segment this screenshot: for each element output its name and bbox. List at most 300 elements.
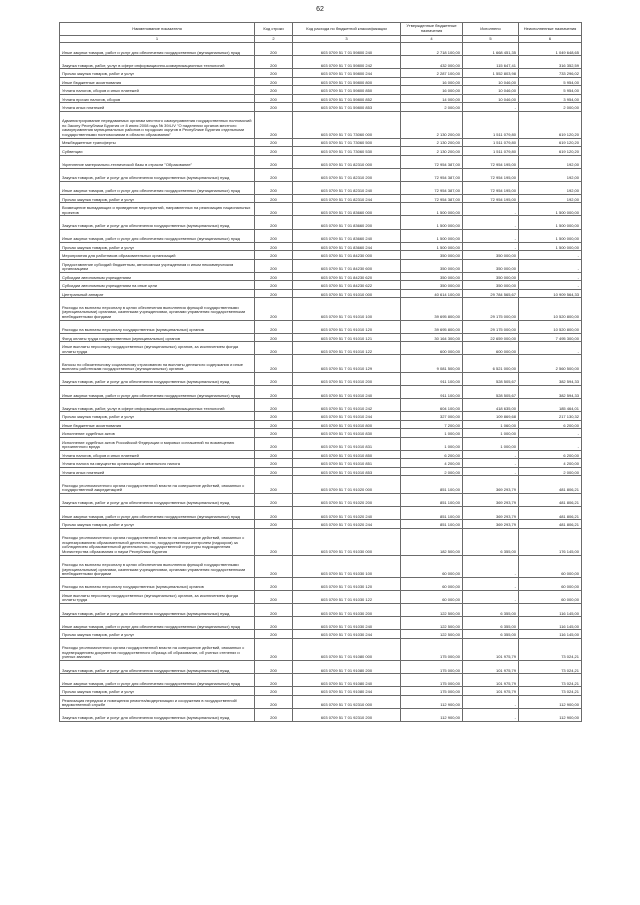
table-row <box>60 77 582 86</box>
cell-name: Иные закупки товаров, работ и услуг для обеспечения государственных (муниципальных) нужд <box>60 43 255 56</box>
cell-budget-code: 603 0709 51 7 01 91010 129 <box>293 355 401 373</box>
cell-approved: 2 130 200,00 <box>401 138 463 147</box>
cell-approved: 2 000,00 <box>401 467 463 476</box>
cell-name: Уплата иных платежей <box>60 103 255 112</box>
table-row <box>60 56 582 69</box>
cell-row-code: 200 <box>255 528 293 555</box>
cell-unexecuted: 619 120,20 <box>519 111 582 138</box>
table-row <box>60 203 582 216</box>
cell-name: Центральный аппарат <box>60 289 255 298</box>
cell-budget-code: 603 0709 51 7 01 59800 244 <box>293 69 401 78</box>
cell-name: Иные закупки товаров, работ и услуг для обеспечения государственных (муниципальных) нужд <box>60 386 255 399</box>
cell-budget-code: 603 0709 51 7 01 73060 530 <box>293 147 401 156</box>
cell-budget-code: 603 0709 51 7 01 91010 853 <box>293 467 401 476</box>
cell-executed: 72 954 195,00 <box>463 155 519 168</box>
table-row <box>60 242 582 251</box>
cell-unexecuted: 1 500 000,00 <box>519 203 582 216</box>
cell-executed: 528 505,67 <box>463 372 519 385</box>
table-row <box>60 111 582 138</box>
cell-budget-code: 603 0709 51 7 01 73060 500 <box>293 138 401 147</box>
cell-name: Закупка товаров, работ и услуг для обеспечения государственных (муниципальных) нужд <box>60 708 255 721</box>
cell-approved: 175 000,00 <box>401 661 463 674</box>
cell-executed: 418 635,00 <box>463 399 519 412</box>
cell-budget-code: 603 0709 51 7 01 91010 120 <box>293 320 401 333</box>
cell-approved: 7 200,00 <box>401 420 463 429</box>
table-row <box>60 355 582 373</box>
cell-name: Возмещение выпадающих и приведение мероприятий, направленных на реализацию национальных проектов <box>60 203 255 216</box>
cell-executed: 600 000,00 <box>463 342 519 355</box>
cell-unexecuted: 1 500 000,00 <box>519 229 582 242</box>
cell-approved: 350 000,00 <box>401 251 463 260</box>
cell-name: Мероприятия для работников образовательных организаций <box>60 251 255 260</box>
cell-name: Прочая закупка товаров, работ и услуг <box>60 69 255 78</box>
cell-name: Закупка товаров, работ и услуг для обеспечения государственных (муниципальных) нужд <box>60 604 255 617</box>
cell-name: Расходы уполномоченного органа государственной власти на совершение действий, связанных с государственной аккредитацией <box>60 476 255 494</box>
cell-unexecuted: 382 594,33 <box>519 372 582 385</box>
cell-executed: 72 954 195,00 <box>463 168 519 181</box>
cell-row-code: 200 <box>255 708 293 721</box>
cell-name: Иные закупки товаров, работ и услуг для обеспечения государственных (муниципальных) нужд <box>60 617 255 630</box>
budget-execution-table <box>59 22 582 722</box>
cell-unexecuted: 2 000,00 <box>519 467 582 476</box>
cell-row-code: 200 <box>255 298 293 320</box>
table-row <box>60 43 582 56</box>
cell-approved: 30 164 300,00 <box>401 333 463 342</box>
cell-unexecuted: 217 130,32 <box>519 412 582 421</box>
cell-unexecuted: - <box>519 437 582 450</box>
cell-budget-code: 603 0709 51 7 01 91010 240 <box>293 386 401 399</box>
cell-unexecuted: 619 120,20 <box>519 138 582 147</box>
cell-row-code: 200 <box>255 386 293 399</box>
cell-name: Прочая закупка товаров, работ и услуг <box>60 412 255 421</box>
cell-name: Прочая закупка товаров, работ и услуг <box>60 687 255 696</box>
table-row <box>60 604 582 617</box>
cell-row-code: 200 <box>255 412 293 421</box>
cell-approved: 851 100,00 <box>401 476 463 494</box>
cell-budget-code: 603 0709 51 7 01 91030 244 <box>293 630 401 639</box>
table-row <box>60 69 582 78</box>
cell-budget-code: 603 0709 51 7 01 91080 000 <box>293 638 401 660</box>
cell-row-code: 200 <box>255 520 293 529</box>
table-row <box>60 420 582 429</box>
cell-approved: 60 000,00 <box>401 555 463 577</box>
cell-budget-code: 603 0709 51 7 01 91010 244 <box>293 412 401 421</box>
table-row <box>60 687 582 696</box>
cell-row-code: 200 <box>255 372 293 385</box>
cell-approved: 72 954 387,00 <box>401 181 463 194</box>
cell-row-code: 200 <box>255 695 293 708</box>
table-row <box>60 450 582 459</box>
cell-budget-code: 603 0709 51 7 01 59800 800 <box>293 77 401 86</box>
cell-row-code: 200 <box>255 77 293 86</box>
cell-approved: 2 000,00 <box>401 103 463 112</box>
column-number: 1 <box>60 36 255 43</box>
cell-name: Иные закупки товаров, работ и услуг для обеспечения государственных (муниципальных) нужд <box>60 507 255 520</box>
cell-executed: - <box>463 695 519 708</box>
table-row <box>60 674 582 687</box>
table-row <box>60 590 582 603</box>
cell-row-code: 200 <box>255 138 293 147</box>
table-row <box>60 386 582 399</box>
cell-unexecuted: 481 806,21 <box>519 476 582 494</box>
cell-budget-code: 603 0709 51 7 01 91030 120 <box>293 577 401 590</box>
cell-approved: 851 100,00 <box>401 507 463 520</box>
cell-executed: 350 000,00 <box>463 272 519 281</box>
cell-unexecuted: - <box>519 429 582 438</box>
cell-budget-code: 603 0709 51 7 01 59800 240 <box>293 43 401 56</box>
cell-executed: 350 000,00 <box>463 259 519 272</box>
cell-name: Прочая закупка товаров, работ и услуг <box>60 194 255 203</box>
cell-budget-code: 603 0709 51 7 01 84230 622 <box>293 281 401 290</box>
cell-budget-code: 603 0709 51 7 01 91020 240 <box>293 507 401 520</box>
cell-name: Закупка товаров, работ и услуг для обеспечения государственных (муниципальных) нужд <box>60 493 255 506</box>
cell-row-code: 200 <box>255 94 293 103</box>
cell-row-code: 200 <box>255 399 293 412</box>
table-row <box>60 520 582 529</box>
table-row <box>60 437 582 450</box>
cell-budget-code: 603 0709 51 7 01 91030 200 <box>293 604 401 617</box>
cell-approved: 432 000,00 <box>401 56 463 69</box>
cell-approved: 72 954 387,00 <box>401 168 463 181</box>
cell-approved: 2 718 100,00 <box>401 43 463 56</box>
cell-unexecuted: 10 520 800,00 <box>519 320 582 333</box>
cell-unexecuted: 2 560 500,00 <box>519 355 582 373</box>
cell-name: Иные бюджетные ассигнования <box>60 420 255 429</box>
header-executed: Исполнено <box>463 23 519 36</box>
cell-approved: 1 500 000,00 <box>401 242 463 251</box>
cell-row-code: 200 <box>255 638 293 660</box>
cell-name: Укрепление материально-технической базы в отрасли "Образование" <box>60 155 255 168</box>
column-number: 3 <box>293 36 401 43</box>
cell-unexecuted: 4 200,00 <box>519 459 582 468</box>
cell-name: Предоставление субсидий бюджетным, автономным учреждениям и иным некоммерческим организациям <box>60 259 255 272</box>
cell-row-code: 200 <box>255 155 293 168</box>
cell-row-code: 200 <box>255 342 293 355</box>
table-body <box>60 43 582 722</box>
cell-row-code: 200 <box>255 437 293 450</box>
cell-approved: 175 000,00 <box>401 638 463 660</box>
cell-name: Иные выплаты персоналу государственных (муниципальных) органов, за исключением фонда оплаты труда <box>60 342 255 355</box>
cell-budget-code: 603 0709 51 7 01 59800 852 <box>293 94 401 103</box>
cell-name: Иные закупки товаров, работ и услуг для обеспечения государственных (муниципальных) нужд <box>60 674 255 687</box>
cell-name: Закупка товаров, работ и услуг для обеспечения государственных (муниципальных) нужд <box>60 168 255 181</box>
table-row <box>60 577 582 590</box>
cell-row-code: 200 <box>255 355 293 373</box>
table-row <box>60 216 582 229</box>
cell-approved: 327 000,00 <box>401 412 463 421</box>
cell-unexecuted: 733 296,02 <box>519 69 582 78</box>
cell-name: Субвенции <box>60 147 255 156</box>
cell-row-code: 200 <box>255 289 293 298</box>
cell-executed: - <box>463 459 519 468</box>
cell-row-code: 200 <box>255 687 293 696</box>
cell-approved: 175 000,00 <box>401 674 463 687</box>
cell-executed: 350 000,00 <box>463 281 519 290</box>
cell-row-code: 200 <box>255 476 293 494</box>
table-row <box>60 476 582 494</box>
cell-name: Прочая закупка товаров, работ и услуг <box>60 520 255 529</box>
cell-approved: 60 000,00 <box>401 590 463 603</box>
cell-executed: - <box>463 103 519 112</box>
cell-budget-code: 603 0709 51 7 01 82310 244 <box>293 194 401 203</box>
cell-unexecuted: 192,00 <box>519 168 582 181</box>
cell-approved: 112 900,00 <box>401 695 463 708</box>
table-row <box>60 94 582 103</box>
cell-executed: 1 060,00 <box>463 420 519 429</box>
cell-executed: 6 355,00 <box>463 617 519 630</box>
cell-name: Расходы уполномоченного органа государственной власти на совершение действий, связанных с лицензированием образовательной деятельности, государственным контролем (надзором) за соблюдением образовательной деятельности, государственной структуры подразделения Министерства образования и науки Республики Бурятия <box>60 528 255 555</box>
cell-executed: - <box>463 216 519 229</box>
table-row <box>60 630 582 639</box>
table-row <box>60 289 582 298</box>
cell-budget-code: 603 0709 51 7 01 91010 850 <box>293 450 401 459</box>
cell-unexecuted: 60 000,00 <box>519 555 582 577</box>
cell-unexecuted: 60 000,00 <box>519 577 582 590</box>
cell-executed: 72 954 195,00 <box>463 194 519 203</box>
cell-name: Расходы на выплаты персоналу государственных (муниципальных) органов <box>60 577 255 590</box>
cell-row-code: 200 <box>255 630 293 639</box>
table-row <box>60 298 582 320</box>
cell-executed: 350 000,00 <box>463 251 519 260</box>
cell-executed: 6 521 000,00 <box>463 355 519 373</box>
cell-budget-code: 603 0709 51 7 01 91020 000 <box>293 476 401 494</box>
cell-executed: 115 647,41 <box>463 56 519 69</box>
cell-approved: 350 000,00 <box>401 281 463 290</box>
cell-budget-code: 603 0709 51 7 01 91080 240 <box>293 674 401 687</box>
cell-approved: 2 130 200,00 <box>401 147 463 156</box>
cell-row-code: 200 <box>255 259 293 272</box>
cell-budget-code: 603 0709 51 7 01 91010 122 <box>293 342 401 355</box>
cell-budget-code: 603 0709 51 7 01 92310 000 <box>293 695 401 708</box>
cell-row-code: 200 <box>255 450 293 459</box>
cell-budget-code: 603 0709 51 7 01 91010 830 <box>293 429 401 438</box>
table-row <box>60 147 582 156</box>
cell-budget-code: 603 0709 51 7 01 84230 620 <box>293 272 401 281</box>
table-row <box>60 459 582 468</box>
table-row <box>60 638 582 660</box>
table-row <box>60 555 582 577</box>
cell-executed: 1 000,00 <box>463 429 519 438</box>
cell-unexecuted: 112 900,00 <box>519 708 582 721</box>
table-row <box>60 695 582 708</box>
cell-unexecuted: 5 954,00 <box>519 86 582 95</box>
header-kbk: Код расхода по бюджетной классификации <box>293 23 401 36</box>
column-number: 4 <box>401 36 463 43</box>
cell-row-code: 200 <box>255 459 293 468</box>
table-row <box>60 507 582 520</box>
cell-row-code: 200 <box>255 420 293 429</box>
cell-budget-code: 603 0709 51 7 01 84230 600 <box>293 259 401 272</box>
cell-name: Уплата иных платежей <box>60 467 255 476</box>
cell-unexecuted: 3 954,00 <box>519 94 582 103</box>
cell-executed: 6 355,00 <box>463 528 519 555</box>
cell-approved: 600 000,00 <box>401 342 463 355</box>
cell-executed: - <box>463 467 519 476</box>
cell-approved: 72 954 387,00 <box>401 194 463 203</box>
cell-budget-code: 603 0709 51 7 01 73060 000 <box>293 111 401 138</box>
cell-unexecuted: 116 145,00 <box>519 617 582 630</box>
cell-unexecuted: 73 024,21 <box>519 674 582 687</box>
cell-unexecuted: 176 145,00 <box>519 528 582 555</box>
cell-budget-code: 603 0709 51 7 01 82310 200 <box>293 168 401 181</box>
table-row <box>60 229 582 242</box>
table-row <box>60 342 582 355</box>
cell-executed: 369 293,79 <box>463 493 519 506</box>
cell-row-code: 200 <box>255 229 293 242</box>
cell-row-code: 200 <box>255 56 293 69</box>
cell-row-code: 200 <box>255 251 293 260</box>
cell-executed: 72 954 195,00 <box>463 181 519 194</box>
cell-budget-code: 603 0709 51 7 01 91010 831 <box>293 437 401 450</box>
cell-name: Исполнение судебных актов <box>60 429 255 438</box>
cell-unexecuted: - <box>519 251 582 260</box>
cell-unexecuted: 192,00 <box>519 194 582 203</box>
cell-unexecuted: 316 352,59 <box>519 56 582 69</box>
cell-row-code: 200 <box>255 590 293 603</box>
cell-executed: 369 293,79 <box>463 520 519 529</box>
cell-approved: 122 500,00 <box>401 604 463 617</box>
cell-budget-code: 603 0709 51 7 01 92310 200 <box>293 708 401 721</box>
table-row <box>60 251 582 260</box>
cell-unexecuted: - <box>519 281 582 290</box>
cell-row-code: 200 <box>255 577 293 590</box>
table-row <box>60 708 582 721</box>
cell-row-code: 200 <box>255 507 293 520</box>
header-code: Код строки <box>255 23 293 36</box>
cell-approved: 122 500,00 <box>401 617 463 630</box>
cell-name: Реализация передачи и помещения ремонта/модернизации и сооружения в государственной/ведомственной службе <box>60 695 255 708</box>
table-row <box>60 617 582 630</box>
cell-approved: 4 200,00 <box>401 459 463 468</box>
cell-name: Иные закупки товаров, работ и услуг для обеспечения государственных (муниципальных) нужд <box>60 229 255 242</box>
cell-budget-code: 603 0709 51 7 01 91030 100 <box>293 555 401 577</box>
cell-unexecuted: 73 024,21 <box>519 638 582 660</box>
cell-row-code: 200 <box>255 168 293 181</box>
cell-budget-code: 603 0709 51 7 01 59800 853 <box>293 103 401 112</box>
cell-row-code: 200 <box>255 333 293 342</box>
cell-unexecuted: 382 594,33 <box>519 386 582 399</box>
table-row <box>60 103 582 112</box>
table-row <box>60 138 582 147</box>
table-row <box>60 181 582 194</box>
cell-name: Закупка товаров, работ и услуг для обеспечения государственных (муниципальных) нужд <box>60 372 255 385</box>
cell-executed: 22 659 000,00 <box>463 333 519 342</box>
cell-executed: 369 293,79 <box>463 476 519 494</box>
cell-unexecuted: 1 500 000,00 <box>519 242 582 251</box>
cell-name: Иные закупки товаров, работ и услуг для обеспечения государственных (муниципальных) нужд <box>60 181 255 194</box>
table-row <box>60 399 582 412</box>
cell-unexecuted: 10 520 800,00 <box>519 298 582 320</box>
cell-name: Уплата налогов, сборов и иных платежей <box>60 86 255 95</box>
table-row <box>60 467 582 476</box>
cell-executed: 1 668 451,35 <box>463 43 519 56</box>
cell-row-code: 200 <box>255 617 293 630</box>
cell-budget-code: 603 0709 51 7 01 91010 851 <box>293 459 401 468</box>
table-row <box>60 412 582 421</box>
cell-name: Фонд оплаты труда государственных (муниципальных) органов <box>60 333 255 342</box>
cell-unexecuted: 192,00 <box>519 181 582 194</box>
cell-budget-code: 603 0709 51 7 01 91020 244 <box>293 520 401 529</box>
cell-approved: 182 500,00 <box>401 528 463 555</box>
cell-executed: 101 975,79 <box>463 638 519 660</box>
cell-executed: 29 175 000,00 <box>463 320 519 333</box>
table-row <box>60 372 582 385</box>
cell-unexecuted: - <box>519 342 582 355</box>
cell-budget-code: 603 0709 51 7 01 83660 200 <box>293 216 401 229</box>
cell-budget-code: 603 0709 51 7 01 91010 000 <box>293 289 401 298</box>
cell-executed: 10 046,00 <box>463 86 519 95</box>
cell-budget-code: 603 0709 51 7 01 91080 244 <box>293 687 401 696</box>
cell-name: Расходы на выплаты персоналу государственных (муниципальных) органов <box>60 320 255 333</box>
column-number-row <box>60 36 582 43</box>
cell-unexecuted: 112 900,00 <box>519 695 582 708</box>
cell-row-code: 200 <box>255 86 293 95</box>
cell-name: Исполнение судебных актов Российской Федерации и мировых соглашений по возмещению причиненного вреда <box>60 437 255 450</box>
cell-unexecuted: 2 000,00 <box>519 103 582 112</box>
cell-approved: 350 000,00 <box>401 272 463 281</box>
cell-unexecuted: 10 909 564,33 <box>519 289 582 298</box>
table-row <box>60 259 582 272</box>
cell-name: Уплата налога на имущество организаций и земельного налога <box>60 459 255 468</box>
cell-row-code: 200 <box>255 203 293 216</box>
cell-budget-code: 603 0709 51 7 01 91010 200 <box>293 372 401 385</box>
cell-name: Прочая закупка товаров, работ и услуг <box>60 242 255 251</box>
cell-unexecuted: 116 145,00 <box>519 604 582 617</box>
cell-row-code: 200 <box>255 103 293 112</box>
table-row <box>60 194 582 203</box>
cell-executed: 1 000,00 <box>463 437 519 450</box>
cell-executed: 6 355,00 <box>463 604 519 617</box>
cell-name: Межбюджетные трансферты <box>60 138 255 147</box>
table-row <box>60 528 582 555</box>
cell-unexecuted: - <box>519 272 582 281</box>
cell-budget-code: 603 0709 51 7 01 91020 200 <box>293 493 401 506</box>
column-number: 5 <box>463 36 519 43</box>
cell-unexecuted: 6 200,00 <box>519 420 582 429</box>
cell-name: Иные бюджетные ассигнования <box>60 77 255 86</box>
cell-budget-code: 603 0709 51 7 01 83660 240 <box>293 229 401 242</box>
cell-row-code: 200 <box>255 429 293 438</box>
cell-approved: 2 130 200,00 <box>401 111 463 138</box>
cell-row-code: 200 <box>255 674 293 687</box>
cell-executed: 528 505,67 <box>463 386 519 399</box>
cell-approved: 911 100,00 <box>401 386 463 399</box>
table-header-row <box>60 23 582 36</box>
cell-row-code: 200 <box>255 216 293 229</box>
cell-unexecuted: 481 806,21 <box>519 520 582 529</box>
cell-executed: 1 511 079,80 <box>463 147 519 156</box>
cell-name: Субсидии автономным учреждениям на иные цели <box>60 281 255 290</box>
cell-executed: 369 293,79 <box>463 507 519 520</box>
cell-name: Уплата прочих налогов, сборов <box>60 94 255 103</box>
cell-budget-code: 603 0709 51 7 01 83660 244 <box>293 242 401 251</box>
cell-row-code: 200 <box>255 555 293 577</box>
cell-unexecuted: 60 000,00 <box>519 590 582 603</box>
cell-name: Расходы на выплаты персоналу в целях обеспечения выполнения функций государственными (муниципальными) органами, казенными учреждениями, органами управления государственными внебюджетными фондами <box>60 555 255 577</box>
cell-budget-code: 603 0709 51 7 01 91010 100 <box>293 298 401 320</box>
table-row <box>60 168 582 181</box>
cell-unexecuted: - <box>519 259 582 272</box>
column-number: 6 <box>519 36 582 43</box>
cell-approved: 72 954 387,00 <box>401 155 463 168</box>
cell-budget-code: 603 0709 51 7 01 82310 000 <box>293 155 401 168</box>
table-row <box>60 333 582 342</box>
cell-unexecuted: 619 120,20 <box>519 147 582 156</box>
cell-row-code: 200 <box>255 181 293 194</box>
cell-unexecuted: 73 024,21 <box>519 687 582 696</box>
cell-approved: 1 000,00 <box>401 429 463 438</box>
cell-executed: 29 784 565,67 <box>463 289 519 298</box>
